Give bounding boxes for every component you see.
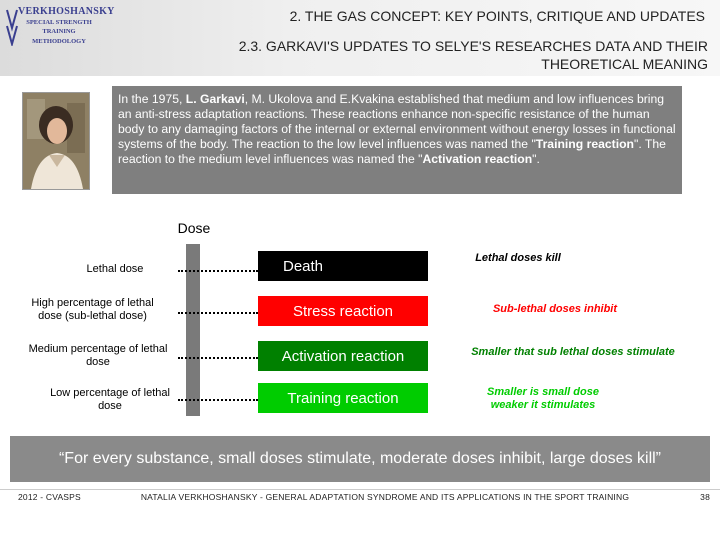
reaction-activation: Activation reaction (258, 341, 428, 371)
activation-reaction-term: Activation reaction (422, 152, 533, 166)
slide-header (0, 0, 720, 76)
intro-text: In the 1975, L. Garkavi, M. Ukolova and E.Kvakina established that medium and low influences bring an anti-stress adaptation reactions. These reactions enhance non-specific resistance of the human body to any damaging factors of the internal or external environment without energy losses in functional systems of the body. The reaction to the low level influences was named the "Training reaction". The reaction to the medium level influences was named the "Activation reaction". (118, 92, 676, 166)
training-reaction-term: Training reaction (535, 137, 634, 151)
selye-quote: “For every substance, small doses stimulate, moderate doses inhibit, large doses kill” (10, 436, 710, 482)
logo-text (18, 6, 115, 46)
slide-subtitle: 2.3. GARKAVI'S UPDATES TO SELYE'S RESEARCHES DATA AND THEIR THEORETICAL MEANING (238, 38, 708, 72)
footer-divider (0, 489, 720, 490)
logo-line3: METHODOLOGY (32, 38, 86, 45)
row-connector-lethal (178, 270, 258, 272)
portrait-photo (22, 92, 90, 190)
dose-level-low: Low percentage of lethal dose (50, 387, 170, 412)
footer-left: 2012 - CVASPS (18, 492, 81, 502)
dose-level-medium: Medium percentage of lethal dose (28, 343, 168, 368)
dose-level-high: High percentage of lethal dose (sub-lethal dose) (31, 297, 154, 322)
reaction-death: Death (258, 251, 428, 281)
row-connector-high (178, 312, 258, 314)
reaction-training: Training reaction (258, 383, 428, 413)
row-connector-medium (178, 357, 258, 359)
garkavi-name: L. Garkavi (185, 92, 245, 106)
footer-center: NATALIA VERKHOSHANSKY - GENERAL ADAPTATION SYNDROME AND ITS APPLICATIONS IN THE SPORT TRAINING (140, 492, 630, 502)
dose-axis-label: Dose (177, 220, 211, 236)
effect-low: Smaller is small dose weaker it stimulates (487, 386, 599, 411)
logo (4, 4, 115, 50)
effect-sub-lethal: Sub-lethal doses inhibit (492, 303, 618, 315)
page-number: 38 (700, 492, 710, 502)
logo-line1: VERKHOSHANSKY (18, 6, 115, 17)
intro-panel (112, 86, 682, 194)
logo-line2: SPECIAL STRENGTH TRAINING (26, 19, 92, 35)
row-connector-low (178, 399, 258, 401)
slide-title: 2. THE GAS CONCEPT: KEY POINTS, CRITIQUE AND UPDATES (289, 8, 705, 24)
effect-medium: Smaller that sub lethal doses stimulate (471, 346, 675, 358)
portrait-illustration (23, 93, 89, 189)
dose-level-lethal: Lethal dose (86, 263, 144, 275)
reaction-stress: Stress reaction (258, 296, 428, 326)
effect-lethal: Lethal doses kill (475, 252, 561, 264)
